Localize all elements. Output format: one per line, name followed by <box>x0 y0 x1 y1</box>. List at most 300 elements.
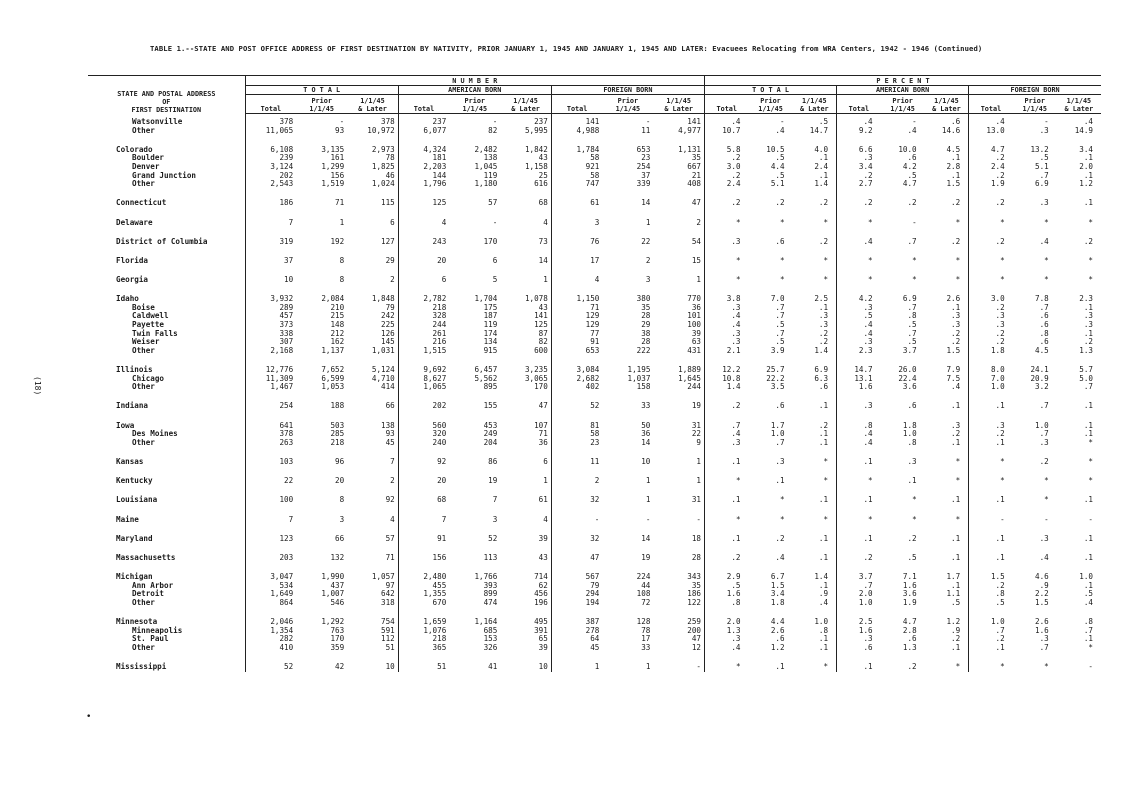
spacer-cell <box>602 505 653 516</box>
percent-cell: 4.6 <box>1035 572 1049 582</box>
column-header-prior <box>602 95 653 114</box>
percent-cell: .1 <box>704 496 748 505</box>
spacer-cell <box>296 411 347 422</box>
percent-cell: 1.2 <box>1079 179 1093 189</box>
percent-cell: .3 <box>704 439 748 448</box>
number-cell: 670 <box>398 599 449 608</box>
number-cell: 1,037 <box>627 373 651 383</box>
number-cell: 1,659 <box>398 618 449 627</box>
percent-cell: .1 <box>1083 170 1093 180</box>
number-cell: 58 <box>551 172 602 181</box>
number-cell: 28 <box>641 337 651 347</box>
spacer-cell <box>881 447 925 458</box>
number-cell: 244 <box>687 382 701 392</box>
number-cell: 261 <box>398 330 449 339</box>
percent-cell: .5 <box>907 320 917 330</box>
percent-cell: 6.7 <box>770 572 785 582</box>
column-header-line: & Later <box>932 105 961 113</box>
percent-cell: 13.2 <box>1030 144 1049 154</box>
percent-cell: 2.8 <box>946 161 961 171</box>
percent-cell: 3.4 <box>1079 144 1093 154</box>
percent-cell: .3 <box>775 456 785 466</box>
number-cell: 14 <box>641 198 651 208</box>
percent-cell: .5 <box>775 337 785 347</box>
number-cell: 32 <box>551 496 602 505</box>
percent-cell: * <box>969 219 1013 228</box>
spacer-cell <box>749 208 793 219</box>
column-header-total <box>837 95 881 114</box>
column-header-total <box>245 95 296 114</box>
spacer-cell <box>1013 189 1057 200</box>
number-cell: 667 <box>687 161 701 171</box>
table-row <box>88 496 1101 505</box>
percent-cell: .2 <box>951 337 961 347</box>
number-cell: 10,972 <box>367 125 395 135</box>
spacer-cell <box>969 543 1013 554</box>
percent-cell: .1 <box>951 401 961 411</box>
number-cell: 864 <box>279 597 294 607</box>
percent-cell: * <box>823 217 829 227</box>
number-cell: 218 <box>398 304 449 313</box>
percent-cell: .1 <box>775 476 785 486</box>
spacer-cell <box>793 447 837 458</box>
spacer-cell <box>969 467 1013 478</box>
percent-cell: * <box>955 456 961 466</box>
percent-cell: 1.0 <box>814 617 829 627</box>
percent-cell: .1 <box>837 663 881 672</box>
number-cell: 1,045 <box>474 161 498 171</box>
spacer-cell <box>837 447 881 458</box>
spacer-cell <box>1013 447 1057 458</box>
number-cell: 653 <box>551 347 602 356</box>
number-cell: 52 <box>551 402 602 411</box>
spacer-cell <box>500 208 551 219</box>
number-cell: 86 <box>488 456 498 466</box>
percent-cell: .7 <box>1039 170 1049 180</box>
percent-cell: * <box>1044 217 1049 227</box>
percent-cell: .8 <box>969 590 1013 599</box>
number-cell: 307 <box>279 337 294 347</box>
spacer-cell <box>749 505 793 516</box>
table-row <box>88 276 1101 285</box>
percent-cell: 14.7 <box>809 125 829 135</box>
spacer-cell <box>793 411 837 422</box>
column-header-later <box>500 95 551 114</box>
spacer-cell <box>1057 524 1101 535</box>
number-cell: 1,519 <box>321 179 345 189</box>
column-header-line: Prior <box>760 97 781 105</box>
percent-cell: 14.9 <box>1074 125 1093 135</box>
number-cell: 1,053 <box>321 382 345 392</box>
percent-cell: * <box>779 255 785 265</box>
spacer-cell <box>88 447 245 458</box>
spacer-cell <box>969 447 1013 458</box>
spacer-cell <box>704 246 748 257</box>
percent-cell: .1 <box>837 458 881 467</box>
spacer-cell <box>881 227 925 238</box>
percent-cell: 1.0 <box>902 429 917 439</box>
percent-cell: * <box>969 257 1013 266</box>
percent-cell: * <box>912 514 917 524</box>
number-cell: 45 <box>385 437 395 447</box>
percent-cell: .2 <box>837 172 881 181</box>
number-cell: 343 <box>687 572 701 582</box>
percent-cell: .5 <box>775 153 785 163</box>
percent-cell: .1 <box>837 535 881 544</box>
percent-cell: .6 <box>775 236 785 246</box>
percent-cell: * <box>912 255 917 265</box>
number-cell: 1,766 <box>474 572 498 582</box>
percent-cell: * <box>1044 495 1049 505</box>
number-cell: - <box>339 117 345 126</box>
percent-cell: 7.0 <box>969 375 1013 384</box>
spacer-cell <box>925 189 969 200</box>
number-cell: 8 <box>339 255 345 265</box>
percent-cell: 2.0 <box>704 618 748 627</box>
row-label: Kentucky <box>88 477 245 486</box>
number-cell: 7 <box>398 516 449 525</box>
row-label: Massachusetts <box>88 554 245 563</box>
number-cell: 96 <box>335 456 345 466</box>
percent-cell: * <box>823 456 829 466</box>
number-cell: 186 <box>279 198 294 208</box>
table-row <box>88 383 1101 392</box>
number-cell: 17 <box>551 257 602 266</box>
percent-cell: .7 <box>775 302 785 312</box>
percent-cell: 2.6 <box>946 294 961 304</box>
percent-cell: 7.1 <box>902 572 917 582</box>
spacer-cell <box>1057 543 1101 554</box>
percent-cell: .1 <box>951 495 961 505</box>
spacer-cell <box>88 189 245 200</box>
number-cell: 20 <box>335 476 345 486</box>
number-cell: 3,932 <box>270 294 294 304</box>
percent-cell: .1 <box>951 552 961 562</box>
row-label: Maryland <box>88 535 245 544</box>
column-header-line: 1/1/45 <box>934 97 959 105</box>
spacer-cell <box>925 467 969 478</box>
number-cell: 92 <box>398 458 449 467</box>
number-cell: 129 <box>551 321 602 330</box>
number-cell: 4 <box>543 217 548 227</box>
number-cell: 202 <box>279 170 294 180</box>
percent-cell: .5 <box>907 170 917 180</box>
number-cell: 5,995 <box>524 125 548 135</box>
number-cell: 61 <box>551 199 602 208</box>
spacer-cell <box>1057 208 1101 219</box>
percent-cell: 6.9 <box>814 365 829 375</box>
number-cell: 1,825 <box>371 161 395 171</box>
percent-cell: * <box>823 275 829 285</box>
number-cell: 239 <box>279 153 294 163</box>
number-cell: 414 <box>381 382 395 392</box>
percent-cell: .4 <box>837 430 881 439</box>
percent-cell: * <box>955 662 961 672</box>
number-cell: 188 <box>330 401 345 411</box>
number-cell: 11 <box>641 125 651 135</box>
spacer-cell <box>1013 505 1057 516</box>
percent-cell: * <box>969 458 1013 467</box>
percent-cell: 2.0 <box>837 590 881 599</box>
number-cell: 170 <box>330 634 345 644</box>
percent-cell: 26.0 <box>898 365 917 375</box>
percent-cell: .1 <box>818 533 829 543</box>
percent-cell: 1.3 <box>704 627 748 636</box>
percent-cell: .4 <box>907 125 917 135</box>
column-header-line: 1/1/45 <box>758 105 783 113</box>
number-cell: 100 <box>687 320 701 330</box>
percent-cell: .7 <box>704 422 748 431</box>
number-cell: 6,108 <box>270 144 294 154</box>
number-cell: 1 <box>339 217 345 227</box>
number-cell: 1 <box>645 217 651 227</box>
number-cell: 495 <box>534 617 548 627</box>
percent-cell: .4 <box>818 597 829 607</box>
spacer-cell <box>449 505 500 516</box>
row-label: Louisiana <box>88 496 245 505</box>
number-cell: 1 <box>543 275 548 285</box>
number-cell: 1,007 <box>321 589 345 599</box>
number-cell: 141 <box>687 117 701 126</box>
number-cell: 64 <box>551 635 602 644</box>
number-cell: 2,482 <box>474 144 498 154</box>
percent-cell: .7 <box>775 311 785 321</box>
spacer-cell <box>925 486 969 497</box>
spacer-cell <box>88 208 245 219</box>
percent-cell: .7 <box>837 582 881 591</box>
spacer-cell <box>925 208 969 219</box>
percent-cell: .5 <box>907 552 917 562</box>
percent-cell: 2.6 <box>1035 617 1049 627</box>
percent-cell: .1 <box>969 535 1013 544</box>
number-cell: 278 <box>551 627 602 636</box>
percent-cell: .2 <box>818 328 829 338</box>
number-cell: 18 <box>691 533 701 543</box>
percent-cell: .3 <box>969 321 1013 330</box>
percent-cell: .2 <box>818 236 829 246</box>
percent-cell: 2.4 <box>969 163 1013 172</box>
spacer-cell <box>704 467 748 478</box>
percent-cell: .3 <box>837 304 881 313</box>
row-label: Boise <box>88 304 245 313</box>
number-cell: 338 <box>279 328 294 338</box>
number-cell: 318 <box>381 597 395 607</box>
number-cell: 38 <box>641 328 651 338</box>
column-header-line: Prior <box>1024 97 1045 105</box>
percent-cell: .2 <box>775 198 785 208</box>
percent-cell: .2 <box>969 338 1013 347</box>
percent-cell: .3 <box>704 338 748 347</box>
percent-cell: .5 <box>969 599 1013 608</box>
percent-cell: 5.7 <box>1079 365 1093 375</box>
percent-cell: .5 <box>775 320 785 330</box>
number-cell: 45 <box>551 644 602 653</box>
spacer-cell <box>749 189 793 200</box>
row-label: Watsonville <box>88 114 245 127</box>
page-number: (18) <box>33 376 42 396</box>
number-cell: 222 <box>636 345 651 355</box>
spacer-cell <box>1057 266 1101 277</box>
spacer-cell <box>398 411 449 422</box>
number-cell: 2 <box>696 217 701 227</box>
number-cell: 35 <box>691 580 701 590</box>
number-cell: 28 <box>691 552 701 562</box>
percent-cell: - <box>1044 117 1049 126</box>
number-cell: - <box>645 117 651 126</box>
percent-cell: 3.0 <box>969 295 1013 304</box>
percent-group-header: P E R C E N T <box>704 76 1101 86</box>
percent-cell: .3 <box>704 330 748 339</box>
column-header-line: 1/1/45 <box>309 105 334 113</box>
percent-cell: .1 <box>704 535 748 544</box>
number-cell: 1 <box>645 662 651 672</box>
percent-cell: .8 <box>907 437 917 447</box>
spacer-cell <box>1057 486 1101 497</box>
row-label: Denver <box>88 163 245 172</box>
percent-cell: * <box>837 276 881 285</box>
percent-cell: 6.9 <box>902 294 917 304</box>
number-cell: 1,195 <box>627 365 651 375</box>
percent-cell: .1 <box>951 533 961 543</box>
percent-cell: * <box>704 276 748 285</box>
number-cell: 37 <box>641 170 651 180</box>
percent-cell: 1.0 <box>969 618 1013 627</box>
spacer-cell <box>969 652 1013 663</box>
spacer-cell <box>653 411 704 422</box>
number-cell: 141 <box>534 311 548 321</box>
percent-cell: 20.9 <box>1030 373 1049 383</box>
number-cell: 112 <box>381 634 395 644</box>
percent-cell: 4.5 <box>946 144 961 154</box>
number-cell: 2,084 <box>321 294 345 304</box>
spacer-cell <box>88 607 245 618</box>
percent-cell: 1.2 <box>946 617 961 627</box>
number-cell: 81 <box>551 422 602 431</box>
number-cell: 141 <box>551 114 602 127</box>
number-cell: 225 <box>381 320 395 330</box>
number-cell: 534 <box>279 580 294 590</box>
number-cell: 2 <box>390 476 395 486</box>
spacer-cell <box>837 266 881 277</box>
spacer-cell <box>1057 227 1101 238</box>
percent-cell: .4 <box>837 238 881 247</box>
number-cell: 44 <box>641 580 651 590</box>
number-cell: 126 <box>381 328 395 338</box>
percent-cell: .8 <box>837 422 881 431</box>
percent-cell: .1 <box>1083 533 1093 543</box>
table-row <box>88 127 1101 136</box>
number-cell: 1,645 <box>678 373 701 383</box>
spacer-cell <box>88 392 245 403</box>
number-cell: 202 <box>398 402 449 411</box>
number-cell: 19 <box>691 401 701 411</box>
percent-cell: - <box>779 117 785 126</box>
table-row <box>88 516 1101 525</box>
percent-cell: 7.0 <box>770 294 785 304</box>
percent-cell: 2.1 <box>704 347 748 356</box>
percent-cell: .2 <box>1083 236 1093 246</box>
spacer-cell <box>925 246 969 257</box>
number-cell: 6,077 <box>398 127 449 136</box>
percent-cell: .2 <box>969 330 1013 339</box>
spacer-cell <box>925 543 969 554</box>
number-cell: 187 <box>483 311 498 321</box>
percent-cell: .6 <box>907 634 917 644</box>
percent-cell: * <box>1088 456 1093 466</box>
spacer-cell <box>602 208 653 219</box>
percent-cell: .1 <box>951 580 961 590</box>
spacer-cell <box>837 467 881 478</box>
percent-cell: 10.7 <box>704 127 748 136</box>
number-cell: 254 <box>636 161 651 171</box>
number-cell: 4,710 <box>371 373 395 383</box>
percent-cell: 1.8 <box>969 347 1013 356</box>
spacer-cell <box>1057 411 1101 422</box>
number-cell: 122 <box>687 597 701 607</box>
column-header-line: & Later <box>511 105 540 113</box>
row-label: Minnesota <box>88 618 245 627</box>
number-cell: 378 <box>279 117 294 126</box>
percent-cell: .9 <box>818 589 829 599</box>
percent-cell: .7 <box>1083 625 1093 635</box>
number-cell: 747 <box>551 180 602 189</box>
percent-cell: .4 <box>1039 552 1049 562</box>
spacer-cell <box>88 467 245 478</box>
percent-cell: .1 <box>818 642 829 652</box>
column-header-line: & Later <box>664 105 694 113</box>
number-cell: 6,457 <box>474 365 498 375</box>
spacer-cell <box>925 505 969 516</box>
number-cell: 119 <box>483 320 498 330</box>
percent-cell: .1 <box>1083 634 1093 644</box>
number-cell: 457 <box>279 311 294 321</box>
percent-cell: 5.1 <box>1035 161 1049 171</box>
percent-cell: 1.1 <box>946 589 961 599</box>
percent-cell: 10.0 <box>898 144 917 154</box>
percent-total-header: T O T A L <box>704 86 836 95</box>
percent-cell: * <box>955 514 961 524</box>
percent-cell: .4 <box>837 439 881 448</box>
percent-cell: * <box>1088 255 1093 265</box>
spacer-cell <box>793 392 837 403</box>
percent-cell: 3.8 <box>704 295 748 304</box>
percent-cell: .4 <box>1083 597 1093 607</box>
percent-cell: .3 <box>907 456 917 466</box>
row-label: District of Columbia <box>88 238 245 247</box>
percent-cell: 1.9 <box>969 180 1013 189</box>
number-cell: 43 <box>538 302 548 312</box>
number-cell: 29 <box>641 320 651 330</box>
spacer-cell <box>881 543 925 554</box>
number-cell: 11,309 <box>265 373 294 383</box>
table-row <box>88 477 1101 486</box>
percent-cell: .1 <box>818 170 829 180</box>
percent-cell: .7 <box>1039 302 1049 312</box>
spacer-cell <box>969 505 1013 516</box>
number-cell: 129 <box>551 312 602 321</box>
percent-cell: * <box>1088 275 1093 285</box>
percent-cell: .2 <box>951 198 961 208</box>
row-spacer <box>88 208 1101 219</box>
spacer-cell <box>837 208 881 219</box>
number-cell: 58 <box>551 154 602 163</box>
number-cell: 4,988 <box>551 127 602 136</box>
percent-cell: * <box>1044 255 1049 265</box>
number-cell: 1,137 <box>321 345 345 355</box>
number-cell: 567 <box>551 573 602 582</box>
column-header-line: 1/1/45 <box>360 97 385 105</box>
percent-cell: .3 <box>704 238 748 247</box>
